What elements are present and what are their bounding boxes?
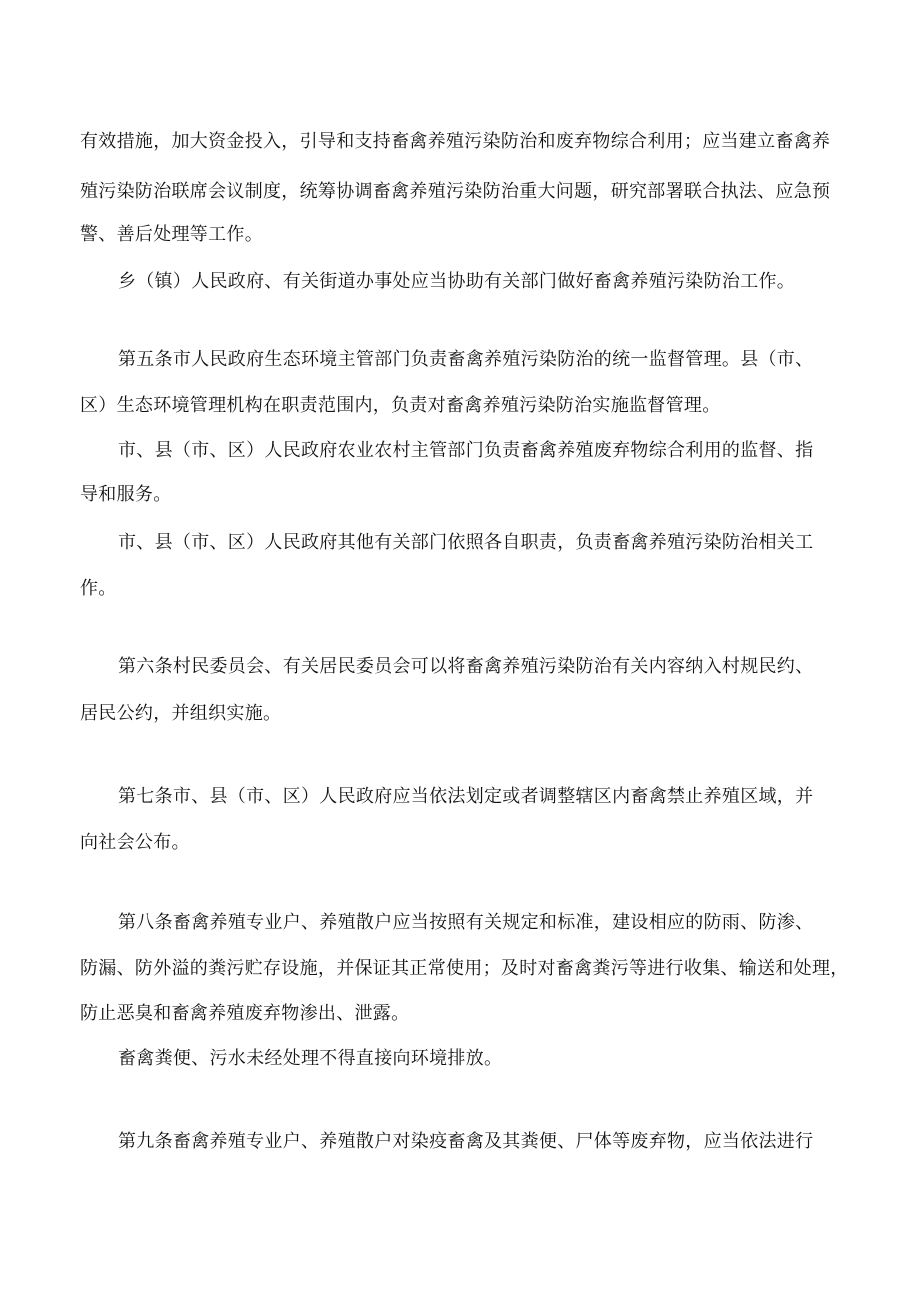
paragraph-line: 市、县（市、区）人民政府农业农村主管部门负责畜禽养殖废弃物综合利用的监督、指 xyxy=(118,440,814,461)
article-5-line: 第五条市人民政府生态环境主管部门负责畜禽养殖污染防治的统一监督管理。县（市、 xyxy=(118,349,814,370)
paragraph-line: 防漏、防外溢的粪污贮存设施，并保证其正常使用；及时对畜禽粪污等进行收集、输送和处理， xyxy=(80,958,849,979)
paragraph-line: 乡（镇）人民政府、有关街道办事处应当协助有关部门做好畜禽养殖污染防治工作。 xyxy=(118,271,796,292)
paragraph-line: 导和服务。 xyxy=(80,484,172,505)
paragraph-line: 殖污染防治联席会议制度，统筹协调畜禽养殖污染防治重大问题，研究部署联合执法、应急预 xyxy=(80,181,831,202)
article-8-line: 第八条畜禽养殖专业户、养殖散户应当按照有关规定和标准，建设相应的防雨、防渗、 xyxy=(118,912,814,933)
article-9-line: 第九条畜禽养殖专业户、养殖散户对染疫畜禽及其粪便、尸体等废弃物，应当依法进行 xyxy=(118,1131,814,1152)
paragraph-line: 居民公约，并组织实施。 xyxy=(80,703,282,724)
paragraph-line: 区）生态环境管理机构在职责范围内，负责对畜禽养殖污染防治实施监督管理。 xyxy=(80,395,721,416)
article-7-line: 第七条市、县（市、区）人民政府应当依法划定或者调整辖区内畜禽禁止养殖区域，并 xyxy=(118,786,814,807)
article-6-line: 第六条村民委员会、有关居民委员会可以将畜禽养殖污染防治有关内容纳入村规民约、 xyxy=(118,656,814,677)
paragraph-line: 向社会公布。 xyxy=(80,832,190,853)
paragraph-line: 作。 xyxy=(80,578,117,599)
paragraph-line: 有效措施，加大资金投入，引导和支持畜禽养殖污染防治和废弃物综合利用；应当建立畜禽养 xyxy=(80,131,831,152)
paragraph-line: 防止恶臭和畜禽养殖废弃物渗出、泄露。 xyxy=(80,1003,410,1024)
paragraph-line: 警、善后处理等工作。 xyxy=(80,224,263,245)
paragraph-line: 畜禽粪便、污水未经处理不得直接向环境排放。 xyxy=(118,1048,503,1069)
paragraph-line: 市、县（市、区）人民政府其他有关部门依照各自职责，负责畜禽养殖污染防治相关工 xyxy=(118,532,814,553)
